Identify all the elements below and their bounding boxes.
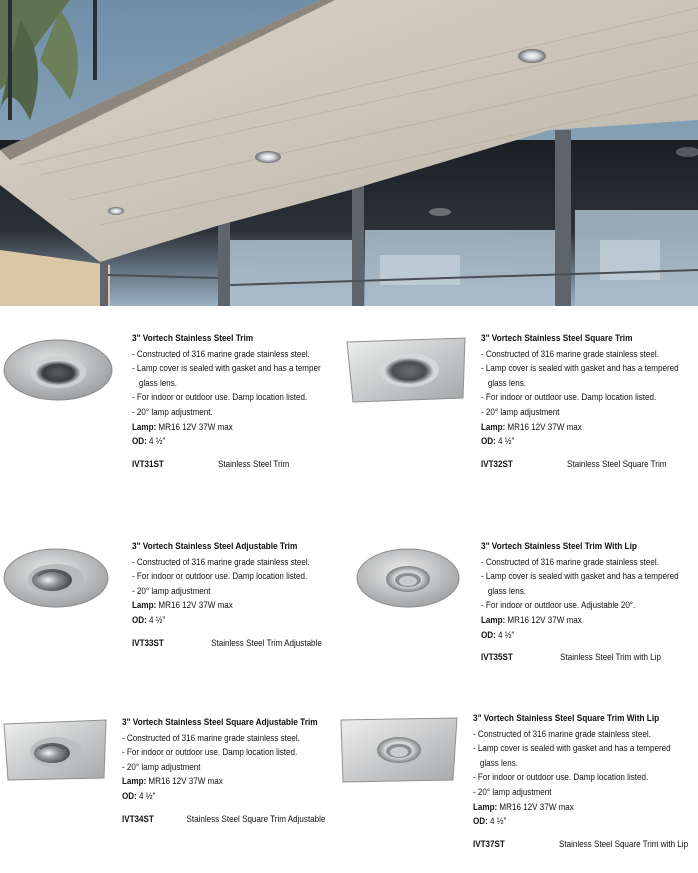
product-bullet: - Lamp cover is sealed with gasket and has a temper	[132, 362, 321, 374]
product-code: IVT37ST	[473, 837, 505, 849]
product-bullet: - Constructed of 316 marine grade stainless steel.	[473, 727, 651, 739]
od-spec: OD: 4 ½"	[122, 789, 156, 801]
product-bullet: - For indoor or outdoor use. Damp location listed.	[132, 570, 308, 582]
product-description: Stainless Steel Square Trim with Lip	[559, 837, 689, 849]
product-bullet: - 20° lamp adjustment	[473, 785, 552, 797]
product-bullet: - Lamp cover is sealed with gasket and has a tempered	[481, 570, 679, 582]
lamp-spec: Lamp: MR16 12V 37W max	[132, 599, 233, 611]
product-description: Stainless Steel Trim Adjustable	[211, 636, 322, 648]
product-code-row	[132, 636, 322, 651]
product-code-row	[481, 650, 679, 665]
lamp-spec: Lamp: MR16 12V 37W max	[132, 420, 233, 432]
product-description: Stainless Steel Square Trim	[567, 457, 667, 469]
product-code: IVT31ST	[132, 457, 164, 469]
od-spec: OD: 4 ½"	[481, 435, 515, 447]
square-lip-trim-icon	[339, 716, 459, 784]
product-bullet: - For indoor or outdoor use. Damp location listed.	[132, 391, 308, 403]
round-lip-trim-icon	[355, 546, 461, 610]
product-bullet: - Constructed of 316 marine grade stainless steel.	[481, 555, 659, 567]
od-spec: OD: 4 ½"	[132, 435, 166, 447]
od-spec: OD: 4 ½"	[481, 628, 515, 640]
product-title: 3" Vortech Stainless Steel Trim	[132, 333, 254, 344]
product-description: Stainless Steel Square Trim Adjustable	[186, 812, 326, 824]
product-code-row	[481, 457, 679, 472]
product-title: 3" Vortech Stainless Steel Square Adjustable Trim	[122, 717, 318, 728]
product-bullet: - For indoor or outdoor use. Damp location listed.	[122, 746, 298, 758]
product-bullet: - 20° lamp adjustment	[481, 405, 560, 417]
product-bullet: - 20° lamp adjustment	[122, 760, 201, 772]
product-code-row	[473, 837, 689, 852]
product-bullet: - 20° lamp adjustment	[132, 584, 211, 596]
product-bullet: - Lamp cover is sealed with gasket and has a tempered	[481, 362, 679, 374]
round-adjustable-trim-icon	[2, 546, 110, 610]
square-trim-icon	[345, 336, 467, 404]
product-bullet: glass lens.	[487, 376, 526, 388]
hero-photo	[0, 0, 698, 306]
od-spec: OD: 4 ½"	[473, 815, 507, 827]
lamp-spec: Lamp: MR16 12V 37W max	[122, 775, 223, 787]
product-code-row	[122, 812, 326, 827]
lamp-spec: Lamp: MR16 12V 37W max	[481, 420, 582, 432]
lamp-spec: Lamp: MR16 12V 37W max	[481, 613, 582, 625]
product-code: IVT32ST	[481, 457, 513, 469]
product-bullet: - For indoor or outdoor use. Damp location listed.	[481, 391, 657, 403]
lamp-spec: Lamp: MR16 12V 37W max	[473, 800, 574, 812]
product-title: 3" Vortech Stainless Steel Trim With Lip	[481, 541, 637, 552]
product-bullet: - 20° lamp adjustment.	[132, 405, 213, 417]
product-description: Stainless Steel Trim	[218, 457, 290, 469]
product-code: IVT34ST	[122, 812, 154, 824]
product-title: 3" Vortech Stainless Steel Square Trim	[481, 333, 633, 344]
product-bullet: glass lens.	[487, 584, 526, 596]
product-bullet: - Constructed of 316 marine grade stainless steel.	[132, 347, 310, 359]
od-spec: OD: 4 ½"	[132, 613, 166, 625]
product-bullet: glass lens.	[479, 756, 518, 768]
product-bullet: - For indoor or outdoor use. Adjustable 20°.	[481, 599, 636, 611]
product-title: 3" Vortech Stainless Steel Adjustable Trim	[132, 541, 298, 552]
square-adjustable-trim-icon	[2, 718, 108, 782]
product-code: IVT35ST	[481, 651, 513, 663]
product-bullet: glass lens.	[138, 376, 177, 388]
product-title: 3" Vortech Stainless Steel Square Trim With Lip	[473, 713, 660, 724]
product-description: Stainless Steel Trim with Lip	[560, 651, 661, 663]
product-code: IVT33ST	[132, 636, 164, 648]
product-code-row	[132, 457, 321, 472]
product-bullet: - For indoor or outdoor use. Damp location listed.	[473, 771, 649, 783]
round-trim-icon	[2, 338, 114, 402]
product-bullet: - Constructed of 316 marine grade stainless steel.	[132, 555, 310, 567]
product-bullet: - Constructed of 316 marine grade stainless steel.	[481, 347, 659, 359]
product-bullet: - Lamp cover is sealed with gasket and has a tempered	[473, 742, 671, 754]
product-bullet: - Constructed of 316 marine grade stainless steel.	[122, 731, 300, 743]
